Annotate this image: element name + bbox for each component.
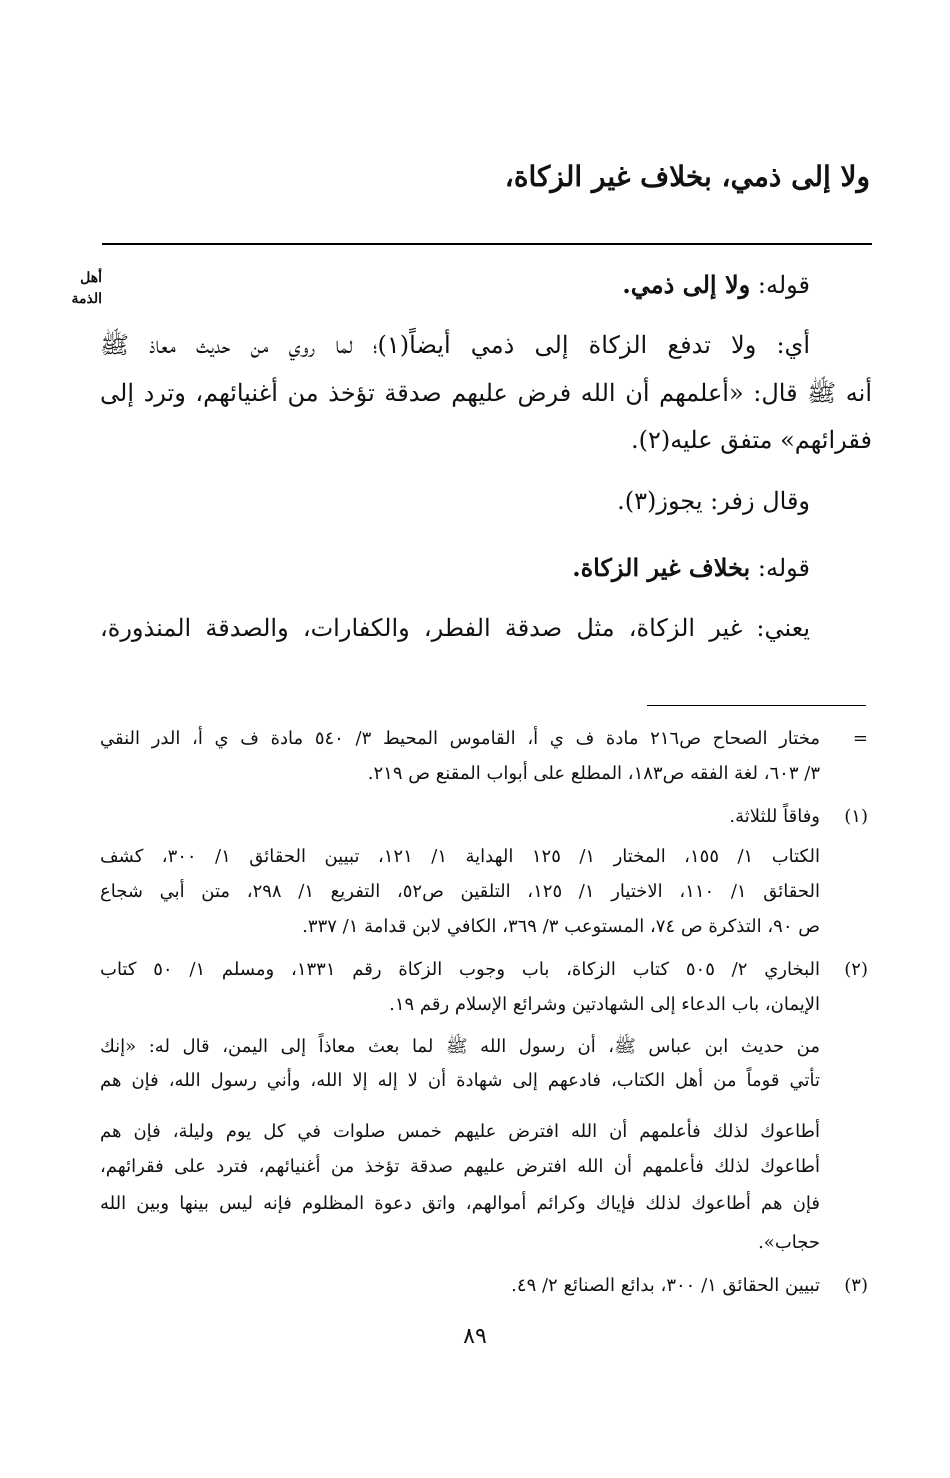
margin-note-line-2: الذمة bbox=[71, 291, 102, 307]
footnote-1-line-4: ص ٩٠، التذكرة ص ٧٤، المستوعب ٣/ ٣٦٩، الكافي لابن قدامة ١/ ٣٣٧. bbox=[302, 916, 820, 937]
body-line-5: وقال زفر: يجوز(٣). bbox=[617, 487, 810, 515]
footnote-2-line-8: حجاب». bbox=[758, 1232, 820, 1253]
body-line-2: أي: ولا تدفع الزكاة إلى ذمي أيضاً(١)؛ لما روي من حديث معاذ ﷺ bbox=[100, 331, 811, 359]
body-line-1-prefix: قوله: bbox=[750, 271, 810, 299]
footnote-3-line-1: تبيين الحقائق ١/ ٣٠٠، بدائع الصنائع ٢/ ٤٩. bbox=[511, 1275, 820, 1296]
footnote-2-line-1: البخاري ٢/ ٥٠٥ كتاب الزكاة، باب وجوب الزكاة رقم ١٣٣١، ومسلم ١/ ٥٠ كتاب bbox=[100, 959, 820, 980]
footnote-1-line-2: الكتاب ١/ ١٥٥، المختار ١/ ١٢٥ الهداية ١/ ١٢١، تبيين الحقائق ١/ ٣٠٠، كشف bbox=[100, 846, 820, 867]
footnote-2-number: (٢) bbox=[844, 959, 868, 980]
footnote-continuation-marker: = bbox=[852, 728, 868, 749]
footnote-1-number: (١) bbox=[844, 806, 868, 827]
body-line-3: أنه ﷺ قال: «أعلمهم أن الله فرض عليهم صدقة تؤخذ من أغنيائهم، وترد إلى bbox=[100, 379, 872, 407]
body-line-6-prefix: قوله: bbox=[750, 554, 810, 582]
running-header: ولا إلى ذمي، بخلاف غير الزكاة، bbox=[504, 160, 870, 193]
body-line-6 bbox=[572, 553, 810, 582]
footnote-2-line-3: من حديث ابن عباس ﷺ، أن رسول الله ﷺ لما بعث معاذاً إلى اليمن، قال له: «إنك bbox=[100, 1036, 820, 1057]
header-rule bbox=[102, 243, 872, 245]
footnote-2-line-4: تأتي قوماً من أهل الكتاب، فادعهم إلى شهادة أن لا إله إلا الله، وأني رسول الله، فإن هم bbox=[100, 1070, 820, 1091]
footnote-cont-line-1: مختار الصحاح ص٢١٦ مادة ف ي أ، القاموس المحيط ٣/ ٥٤٠ مادة ف ي أ، الدر النقي bbox=[100, 728, 820, 749]
footnote-separator bbox=[647, 705, 866, 706]
footnote-1-line-1: وفاقاً للثلاثة. bbox=[729, 806, 820, 827]
footnote-2-line-7: فإن هم أطاعوك لذلك فإياك وكرائم أموالهم، واتق دعوة المظلوم فإنه ليس بينها وبين الله bbox=[100, 1193, 820, 1214]
footnote-2-line-2: الإيمان، باب الدعاء إلى الشهادتين وشرائع الإسلام رقم ١٩. bbox=[389, 994, 820, 1015]
body-line-7: يعني: غير الزكاة، مثل صدقة الفطر، والكفارات، والصدقة المنذورة، bbox=[100, 614, 810, 642]
footnote-2-line-6: أطاعوك لذلك فأعلمهم أن الله افترض عليهم صدقة تؤخذ من أغنيائهم، فترد على فقرائهم، bbox=[100, 1156, 820, 1177]
body-line-1 bbox=[622, 270, 810, 299]
margin-note bbox=[40, 268, 102, 310]
footnote-3-number: (٣) bbox=[844, 1275, 868, 1296]
footnote-cont-line-2: ٣/ ٦٠٣، لغة الفقه ص١٨٣، المطلع على أبواب المقنع ص ٢١٩. bbox=[367, 763, 820, 784]
footnote-1-line-3: الحقائق ١/ ١١٠، الاختيار ١/ ١٢٥، التلقين ص٥٢، التفريع ١/ ٢٩٨، متن أبي شجاع bbox=[100, 881, 820, 902]
margin-note-line-1: أهل bbox=[80, 270, 102, 286]
body-line-6-bold: بخلاف غير الزكاة. bbox=[572, 553, 751, 582]
page-number: ٨٩ bbox=[463, 1324, 487, 1349]
footnote-2-line-5: أطاعوك لذلك فأعلمهم أن الله افترض عليهم خمس صلوات في كل يوم وليلة، فإن هم bbox=[100, 1121, 820, 1142]
body-line-4: فقرائهم» متفق عليه(٢). bbox=[630, 426, 872, 454]
body-line-1-bold: ولا إلى ذمي. bbox=[622, 270, 751, 299]
